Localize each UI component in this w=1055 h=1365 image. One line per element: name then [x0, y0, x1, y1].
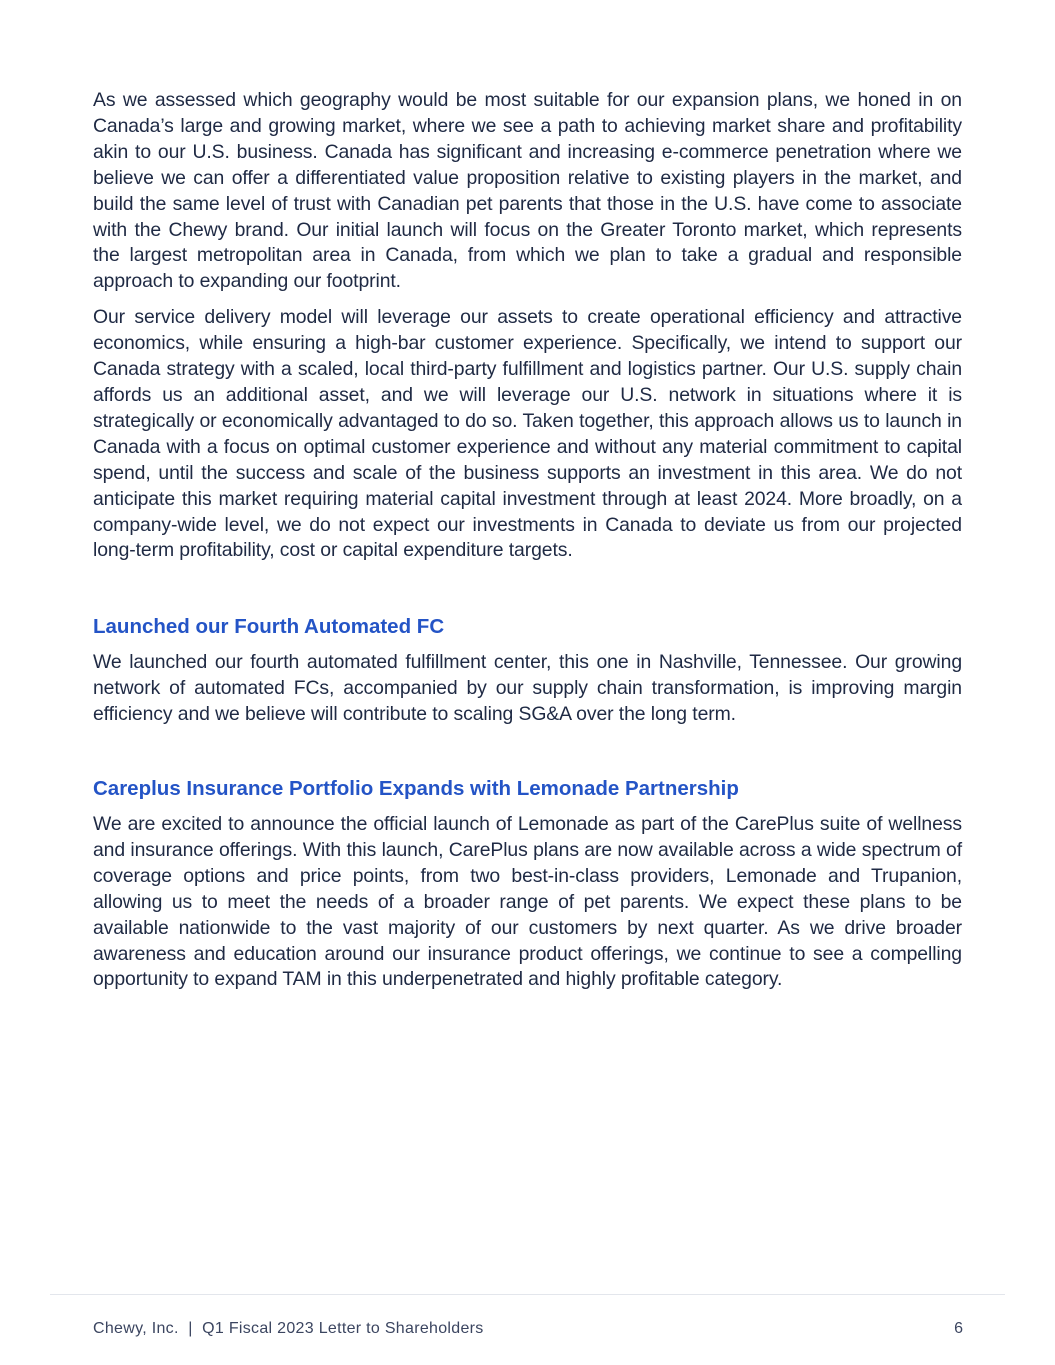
- fc-section-heading: Launched our Fourth Automated FC: [93, 615, 445, 639]
- page-number: 6: [954, 1320, 963, 1337]
- footer-divider: [50, 1294, 1005, 1295]
- canada-paragraph-2: Our service delivery model will leverage our assets to create operational efficiency and attractive economics, while ensuring a high-bar customer experience. Specifically, we intend to support our Canada strategy with a scaled, local third-party fulfillment and logistics partner. Our U.S. supply chain affords us an additional asset, and we will leverage our U.S. network in situations where it is strategically or economically advantaged to do so. Taken together, this approach allows us to launch in Canada with a focus on optimal customer experience and without any material commitment to capital spend, until the success and scale of the business supports an investment in this area. We do not anticipate this market requiring material capital investment through at least 2024. More broadly, on a company-wide level, we do not expect our investments in Canada to deviate us from our projected long-term profitability, cost or capital expenditure targets.: [93, 306, 962, 562]
- section-spacer: [93, 574, 962, 614]
- careplus-paragraph: We are excited to announce the official launch of Lemonade as part of the CarePlus suite of wellness and insurance offerings. With this launch, CarePlus plans are now available across a wide spectrum of coverage options and price points, from two best-in-class providers, Lemonade and Trupanion, allowing us to meet the needs of a broader range of pet parents. We expect these plans to be available nationwide to the vast majority of our customers by next quarter. As we drive broader awareness and education around our insurance product offerings, we continue to see a compelling opportunity to expand TAM in this underpenetrated and highly profitable category.: [93, 813, 962, 991]
- careplus-section-heading: Careplus Insurance Portfolio Expands with Lemonade Partnership: [93, 777, 739, 801]
- section-spacer: [93, 738, 962, 776]
- letter-body: [93, 88, 962, 1003]
- fc-paragraph: We launched our fourth automated fulfillment center, this one in Nashville, Tennessee. Our growing network of automated FCs, accompanied by our supply chain transformation, is improving margin efficiency and we believe will contribute to scaling SG&A over the long term.: [93, 651, 962, 726]
- footer-label: [93, 1320, 484, 1338]
- canada-paragraph-1: As we assessed which geography would be most suitable for our expansion plans, we honed in on Canada’s large and growing market, where we see a path to achieving market share and profitability akin to our U.S. business. Canada has significant and increasing e-commerce penetration where we believe we can offer a differentiated value proposition relative to existing players in the market, and build the same level of trust with Canadian pet parents that those in the U.S. have come to associate with the Chewy brand. Our initial launch will focus on the Greater Toronto market, which represents the largest metropolitan area in Canada, from which we plan to take a gradual and responsible approach to expanding our footprint.: [93, 89, 962, 293]
- footer-label-text: Chewy, Inc. | Q1 Fiscal 2023 Letter to Shareholders: [93, 1320, 484, 1337]
